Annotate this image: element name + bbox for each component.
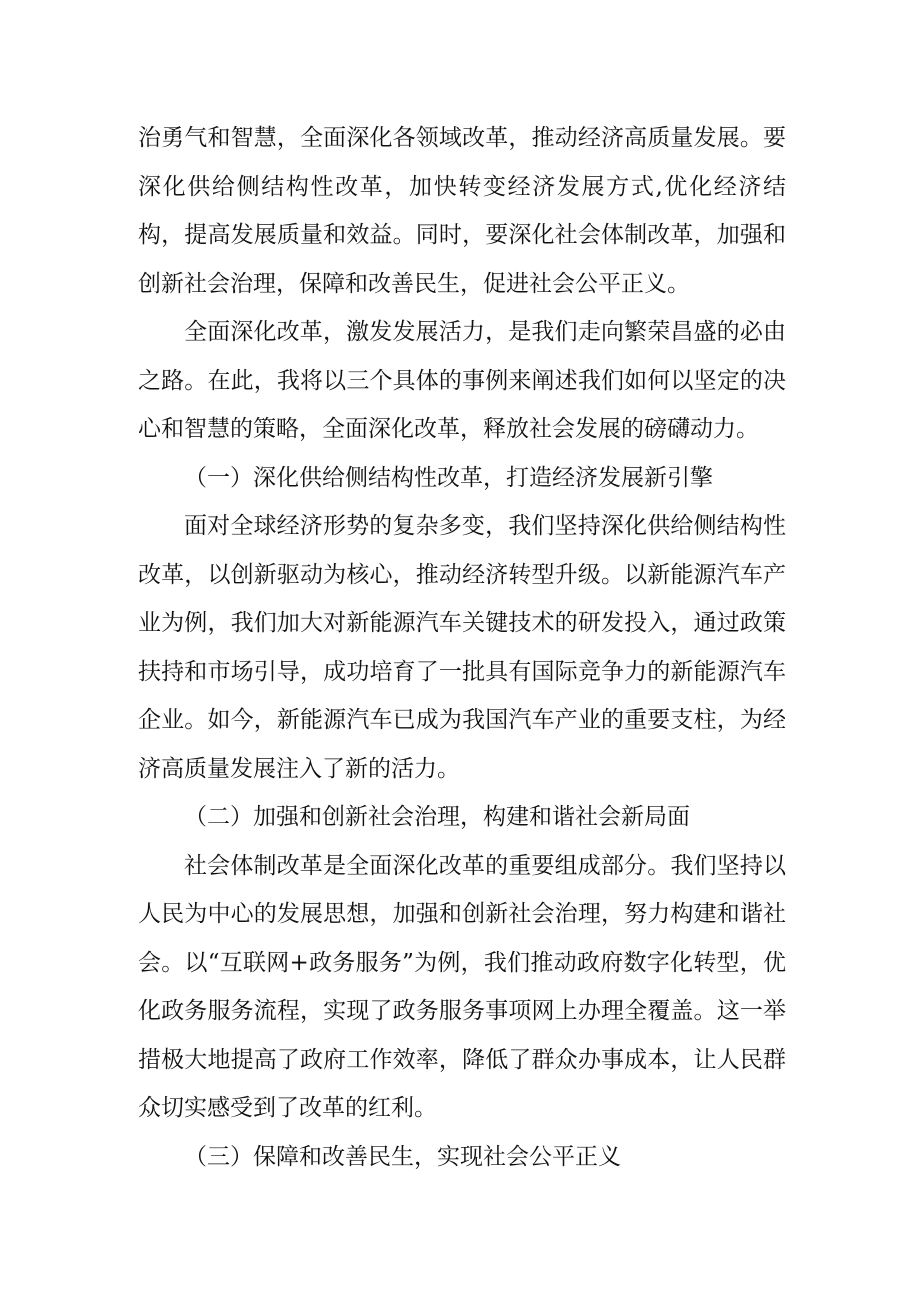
- section-heading-1: （一）深化供给侧结构性改革，打造经济发展新引擎: [184, 464, 713, 491]
- section-heading-3: （三）保障和改善民生，实现社会公平正义: [184, 1143, 621, 1170]
- section-heading-2: （二）加强和创新社会治理，构建和谐社会新局面: [184, 804, 690, 830]
- paragraph-intro: 全面深化改革，激发发展活力，是我们走向繁荣昌盛的必由之路。在此，我将以三个具体的事例来阐述我们如何以坚定的决心和智慧的策略，全面深化改革，释放社会发展的磅礴动力。: [138, 319, 786, 442]
- paragraph-section-1: 面对全球经济形势的复杂多变，我们坚持深化供给侧结构性改革，以创新驱动为核心，推动经济转型升级。以新能源汽车产业为例，我们加大对新能源汽车关键技术的研发投入，通过政策扶持和市场引导，成功培育了一批具有国际竞争力的新能源汽车企业。如今，新能源汽车已成为我国汽车产业的重要支柱，为经济高质量发展注入了新的活力。: [138, 513, 786, 782]
- document-body: [138, 114, 786, 1181]
- paragraph-section-2: 社会体制改革是全面深化改革的重要组成部分。我们坚持以人民为中心的发展思想，加强和创新社会治理，努力构建和谐社会。以“互联网+政务服务”为例，我们推动政府数字化转型，优化政务服务流程，实现了政务服务事项网上办理全覆盖。这一举措极大地提高了政府工作效率，降低了群众办事成本，让人民群众切实感受到了改革的红利。: [138, 852, 786, 1121]
- paragraph-continuation: 治勇气和智慧，全面深化各领域改革，推动经济高质量发展。要深化供给侧结构性改革，加快转变经济发展方式,优化经济结构，提高发展质量和效益。同时，要深化社会体制改革，加强和创新社会治理，保障和改善民生，促进社会公平正义。: [138, 125, 786, 297]
